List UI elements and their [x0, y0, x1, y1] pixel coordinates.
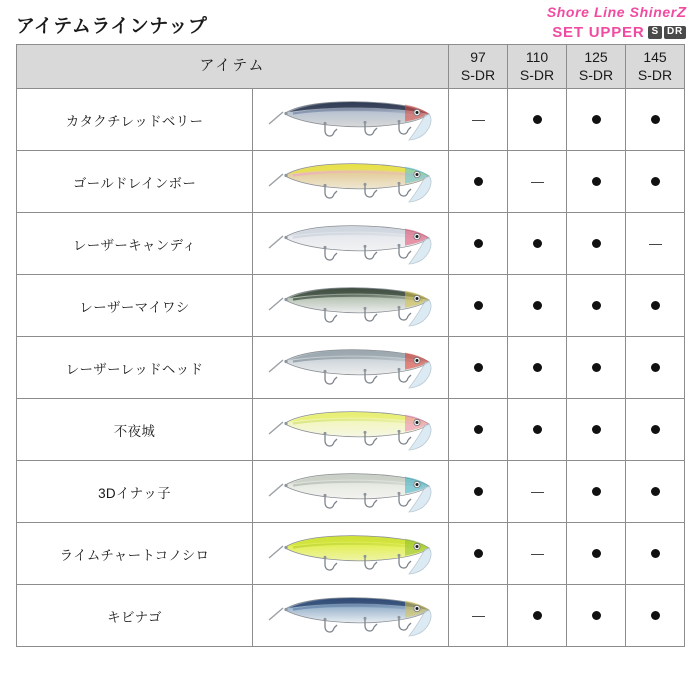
availability-dot — [533, 301, 542, 310]
availability-cell-110 — [508, 337, 567, 399]
brand-model-text: SET UPPER — [552, 23, 645, 41]
availability-cell-97 — [449, 213, 508, 275]
availability-dot — [651, 611, 660, 620]
availability-dash — [531, 182, 544, 184]
availability-cell-125 — [567, 89, 626, 151]
table-row — [17, 213, 685, 275]
column-type-110: S-DR — [519, 66, 555, 83]
availability-dot — [592, 115, 601, 124]
availability-cell-145 — [626, 523, 685, 585]
availability-cell-97 — [449, 151, 508, 213]
lure-figure — [253, 90, 449, 150]
item-name: ライムチャートコノシロ — [17, 523, 253, 585]
table-head — [17, 45, 685, 89]
table-row — [17, 337, 685, 399]
lure-illustration — [253, 338, 449, 398]
column-type-97: S-DR — [460, 66, 496, 83]
item-image — [253, 275, 449, 337]
availability-dot — [651, 549, 660, 558]
availability-cell-145 — [626, 213, 685, 275]
availability-dot — [533, 239, 542, 248]
availability-cell-97 — [449, 399, 508, 461]
item-image — [253, 337, 449, 399]
availability-dot — [592, 363, 601, 372]
page-header — [0, 0, 700, 44]
availability-dash — [649, 244, 662, 246]
availability-cell-110 — [508, 585, 567, 647]
availability-dash — [531, 554, 544, 556]
brand-logo — [547, 5, 686, 41]
availability-cell-110 — [508, 523, 567, 585]
lure-figure — [253, 338, 449, 398]
column-size-97: 97 — [470, 49, 486, 65]
column-type-125: S-DR — [578, 66, 614, 83]
availability-dot — [592, 611, 601, 620]
column-header-125 — [567, 45, 626, 89]
column-header-item: アイテム — [17, 45, 449, 89]
availability-cell-125 — [567, 461, 626, 523]
availability-cell-145 — [626, 337, 685, 399]
availability-cell-125 — [567, 585, 626, 647]
column-size-110: 110 — [525, 49, 549, 65]
availability-cell-97 — [449, 275, 508, 337]
table-row — [17, 399, 685, 461]
availability-dot — [474, 425, 483, 434]
item-name: 3Dイナッ子 — [17, 461, 253, 523]
availability-cell-110 — [508, 89, 567, 151]
availability-dot — [592, 239, 601, 248]
availability-cell-110 — [508, 275, 567, 337]
item-name: レーザーマイワシ — [17, 275, 253, 337]
item-name: レーザーレッドヘッド — [17, 337, 253, 399]
availability-dot — [651, 115, 660, 124]
table-row — [17, 89, 685, 151]
availability-cell-125 — [567, 213, 626, 275]
availability-cell-97 — [449, 89, 508, 151]
availability-dot — [651, 425, 660, 434]
availability-dot — [474, 549, 483, 558]
availability-dot — [533, 425, 542, 434]
availability-dot — [592, 487, 601, 496]
availability-dot — [651, 301, 660, 310]
table-row — [17, 585, 685, 647]
availability-cell-110 — [508, 399, 567, 461]
lure-figure — [253, 214, 449, 274]
lure-figure — [253, 524, 449, 584]
item-image — [253, 151, 449, 213]
availability-cell-125 — [567, 399, 626, 461]
availability-dot — [592, 301, 601, 310]
availability-cell-145 — [626, 89, 685, 151]
lure-figure — [253, 400, 449, 460]
availability-dot — [651, 363, 660, 372]
lure-illustration — [253, 524, 449, 584]
availability-cell-97 — [449, 523, 508, 585]
availability-cell-110 — [508, 213, 567, 275]
item-image — [253, 585, 449, 647]
brand-model — [547, 25, 686, 42]
availability-dot — [474, 239, 483, 248]
lure-figure — [253, 152, 449, 212]
availability-dot — [474, 487, 483, 496]
item-name: レーザーキャンディ — [17, 213, 253, 275]
availability-dot — [533, 115, 542, 124]
availability-cell-97 — [449, 337, 508, 399]
column-type-145: S-DR — [637, 66, 673, 83]
availability-cell-145 — [626, 275, 685, 337]
availability-cell-97 — [449, 585, 508, 647]
availability-cell-125 — [567, 151, 626, 213]
brand-name-mark: Z — [676, 4, 686, 21]
availability-cell-125 — [567, 275, 626, 337]
item-image — [253, 399, 449, 461]
item-image — [253, 523, 449, 585]
availability-dot — [592, 425, 601, 434]
availability-dot — [533, 611, 542, 620]
lure-illustration — [253, 152, 449, 212]
availability-dot — [474, 363, 483, 372]
availability-cell-145 — [626, 399, 685, 461]
lure-illustration — [253, 586, 449, 646]
column-header-110 — [508, 45, 567, 89]
lure-figure — [253, 462, 449, 522]
lure-figure — [253, 586, 449, 646]
availability-dot — [592, 549, 601, 558]
tag-dr: DR — [664, 26, 686, 39]
availability-cell-97 — [449, 461, 508, 523]
availability-cell-145 — [626, 585, 685, 647]
availability-cell-145 — [626, 151, 685, 213]
availability-cell-125 — [567, 523, 626, 585]
table-row — [17, 151, 685, 213]
lure-illustration — [253, 276, 449, 336]
item-image — [253, 461, 449, 523]
availability-dot — [474, 177, 483, 186]
tag-s: S — [648, 26, 661, 39]
availability-dot — [592, 177, 601, 186]
item-name: 不夜城 — [17, 399, 253, 461]
item-name: ゴールドレインボー — [17, 151, 253, 213]
table-row — [17, 523, 685, 585]
brand-name-text: Shore Line Shiner — [546, 4, 677, 20]
lure-illustration — [253, 214, 449, 274]
item-image — [253, 213, 449, 275]
availability-dot — [651, 487, 660, 496]
lure-illustration — [253, 462, 449, 522]
availability-dot — [651, 177, 660, 186]
availability-dot — [533, 363, 542, 372]
availability-dash — [531, 492, 544, 494]
lure-illustration — [253, 400, 449, 460]
availability-cell-125 — [567, 337, 626, 399]
brand-tags — [648, 26, 686, 39]
availability-cell-145 — [626, 461, 685, 523]
availability-dash — [472, 616, 485, 618]
page-title: アイテムラインナップ — [16, 16, 208, 37]
lure-figure — [253, 276, 449, 336]
availability-cell-110 — [508, 461, 567, 523]
table-body — [17, 89, 685, 647]
table-row — [17, 461, 685, 523]
lineup-table — [16, 44, 685, 647]
table-row — [17, 275, 685, 337]
column-size-145: 145 — [643, 49, 667, 65]
availability-dot — [474, 301, 483, 310]
item-image — [253, 89, 449, 151]
item-name: カタクチレッドベリー — [17, 89, 253, 151]
column-header-97 — [449, 45, 508, 89]
column-size-125: 125 — [584, 49, 608, 65]
item-name: キビナゴ — [17, 585, 253, 647]
column-header-145 — [626, 45, 685, 89]
availability-dash — [472, 120, 485, 122]
availability-cell-110 — [508, 151, 567, 213]
lure-illustration — [253, 90, 449, 150]
brand-name — [547, 5, 686, 22]
header-row — [17, 45, 685, 89]
